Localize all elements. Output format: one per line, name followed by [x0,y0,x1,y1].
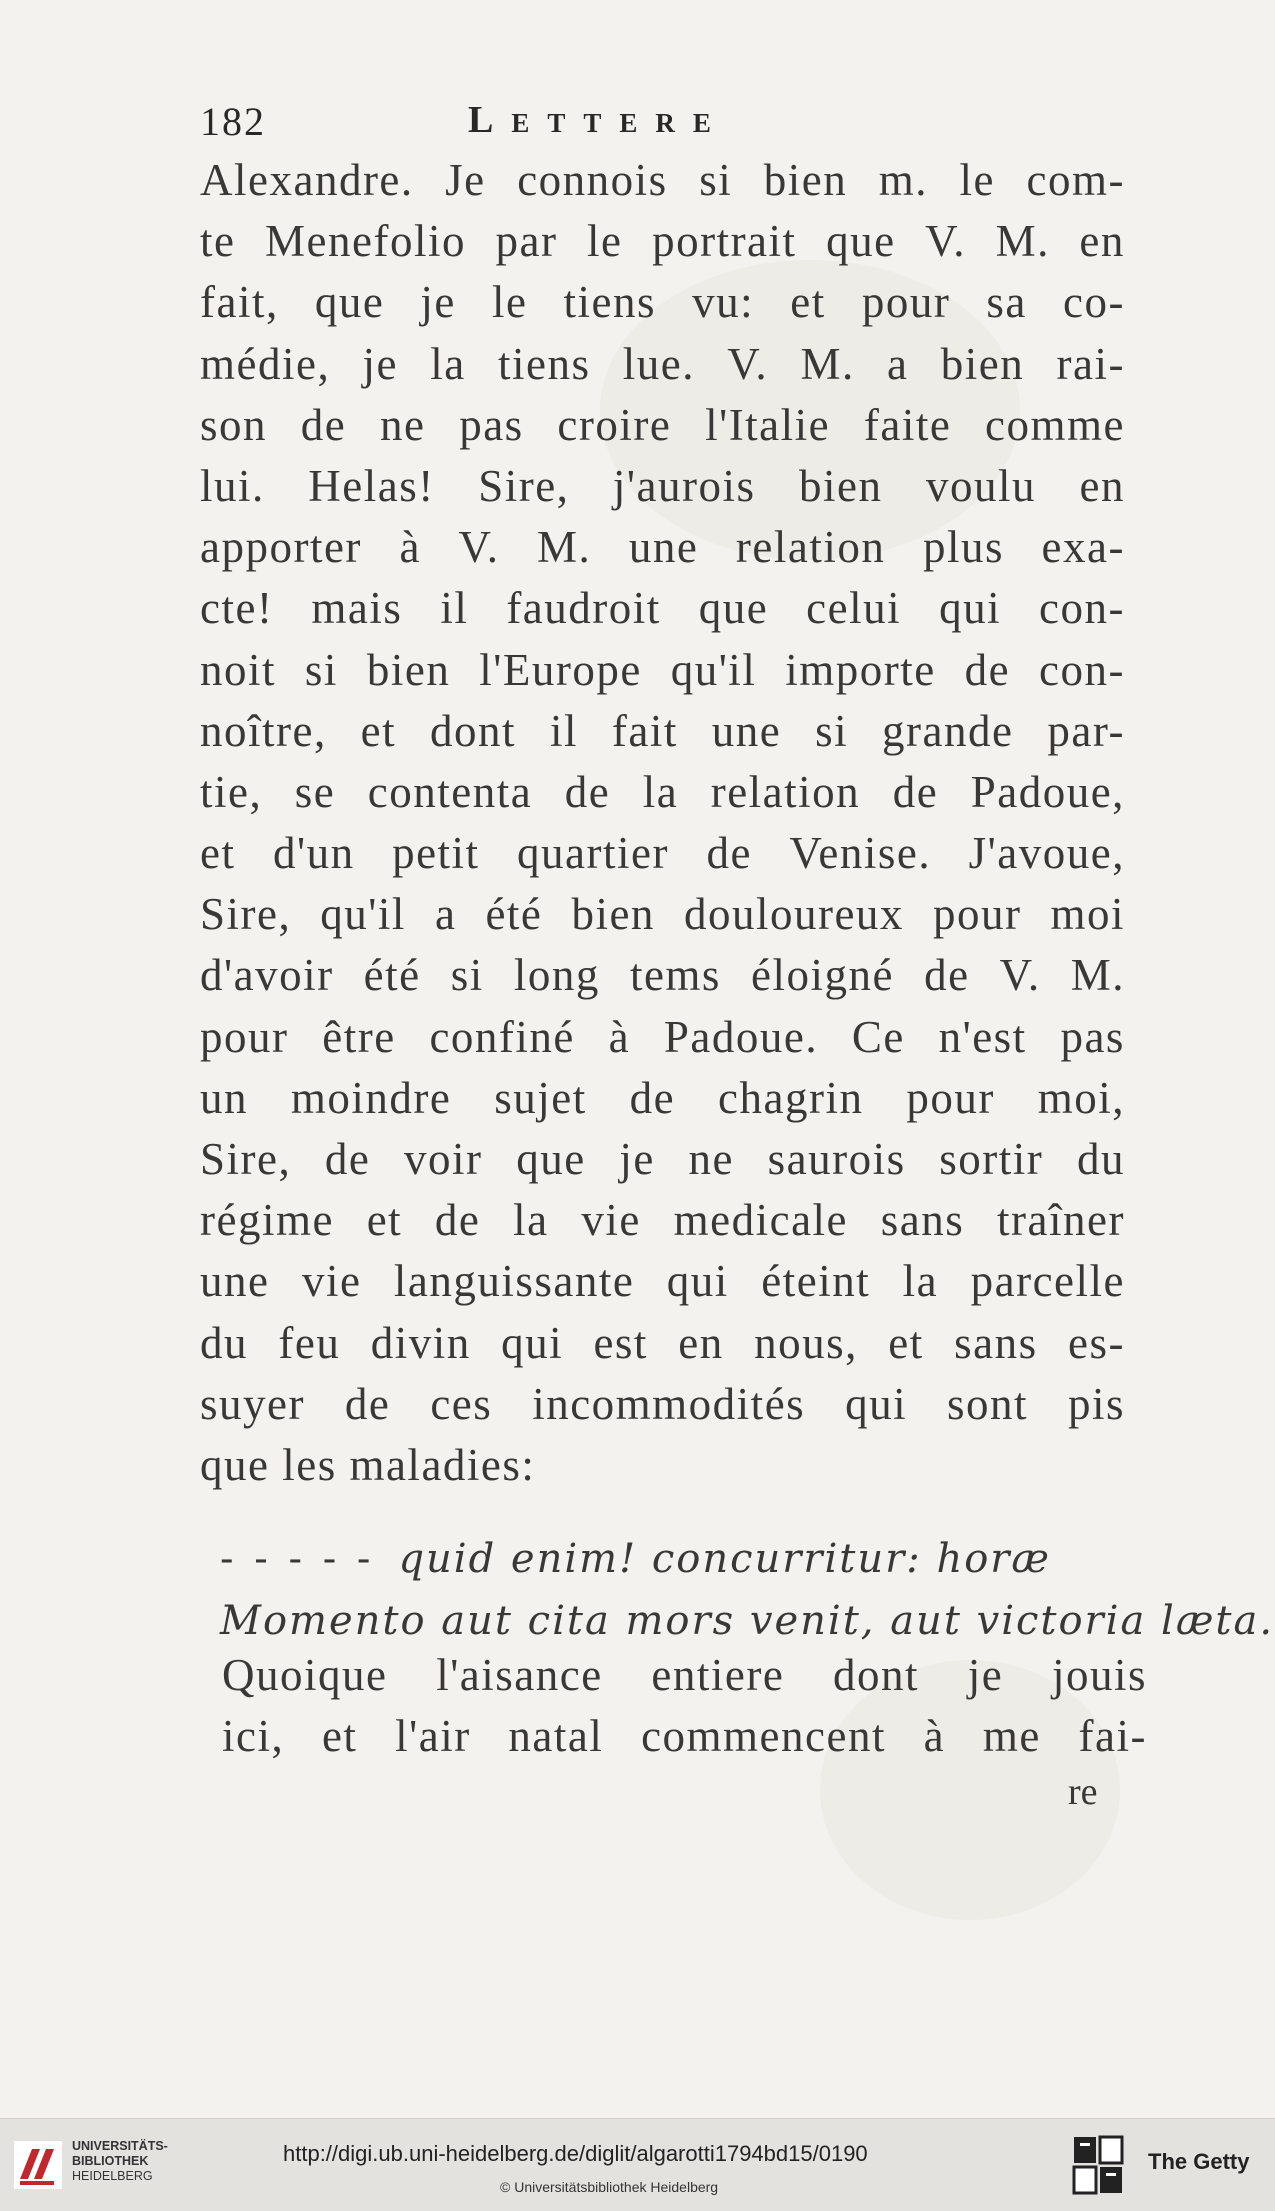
word: le [587,216,623,267]
word: feu [278,1317,341,1368]
word: M. [800,338,855,389]
word: éloigné [751,950,894,1001]
word: lui. [200,460,265,511]
word: dont [430,705,517,756]
word: Padoue. [663,1011,819,1062]
word: une [711,705,782,756]
word: ces [430,1378,493,1429]
quote-text: Momento aut cita mors venit, aut victoria læta. [220,1598,1275,1644]
word: médie, [200,338,331,389]
word: sans [954,1317,1038,1368]
text-line [200,456,1125,517]
library-name-line: UNIVERSITÄTS- [72,2139,168,2153]
word: fai- [1078,1711,1147,1762]
word: est [593,1317,648,1368]
viewer-footer [0,2118,1275,2211]
word: la [430,338,466,389]
word: de [629,1072,676,1123]
word: l'Europe [479,644,642,695]
word: le [491,277,528,328]
word: long [513,950,600,1001]
word: bien [366,644,451,695]
word: tie, [200,766,263,817]
word: douloureux [683,889,904,940]
word: de [324,1134,371,1184]
word: tiens [563,277,657,328]
text-line [200,211,1125,272]
word: V. [458,522,500,573]
page-number: 182 [200,99,266,144]
word: il [549,705,578,756]
word: medicale [673,1195,849,1246]
text-line [200,150,1125,211]
word: noître, [200,705,327,756]
word: sortir [939,1134,1044,1184]
text-line [200,334,1125,395]
text-line [200,1190,1125,1251]
word: jouis [1051,1650,1147,1700]
word: lue. [622,338,695,389]
text-line [200,1251,1125,1312]
word: rai- [1056,338,1125,389]
word: chagrin [718,1072,864,1123]
word: voulu [925,460,1036,511]
quote-text: quid enim! concurritur: horæ [398,1536,1052,1582]
word: sans [880,1195,965,1246]
word: de [300,399,347,450]
word: qu'il [320,889,406,940]
text-line [200,701,1125,762]
quote-line [220,1528,1145,1590]
word: Menefolio [265,216,466,267]
word: de [344,1378,391,1429]
word: tems [629,950,721,1001]
word: et [321,1711,358,1762]
word: moi, [1037,1072,1125,1123]
word: Je [445,155,486,205]
word: que [698,583,769,634]
word: d'avoir [200,950,334,1001]
text-line [200,1129,1125,1190]
word: Venise. [789,828,932,879]
word: Sire, [478,460,570,511]
word: me [982,1711,1041,1762]
word: saurois [767,1134,906,1184]
word: importe [785,644,936,695]
word: exa- [1041,522,1125,573]
word: Sire, [200,1134,292,1184]
word: sujet [494,1072,587,1123]
quote-line [220,1590,1275,1652]
word: la [513,1195,549,1246]
word: été [363,950,421,1001]
word: V. [925,216,967,267]
word: commencent [641,1711,886,1762]
word: Sire, [200,889,292,940]
word: et [366,1195,403,1246]
permalink-url[interactable]: http://digi.ub.uni-heidelberg.de/diglit/algarotti1794bd15/0190 [283,2141,868,2166]
text-line [200,272,1125,333]
word: la [902,1256,939,1307]
word: relation [710,766,861,817]
word: M. [1070,950,1125,1001]
word: qui [845,1378,908,1429]
word: languissante [393,1256,635,1307]
word: du [1076,1134,1125,1184]
body-text-continued [222,1645,1152,1767]
word: ici, [222,1711,285,1762]
word: à [399,522,421,573]
word: régime [200,1195,334,1246]
word: dont [833,1650,920,1700]
library-name-line: HEIDELBERG [72,2169,153,2183]
word: fait [611,705,678,756]
word: V. [999,950,1041,1001]
word: co- [1063,277,1125,328]
word: je [420,277,456,328]
word: relation [735,522,886,573]
text-line [200,578,1125,639]
word: une [200,1256,270,1307]
word: par- [1047,705,1125,756]
word: et [888,1317,924,1368]
word: que [314,277,385,328]
word: pour [906,1072,995,1123]
word: que les maladies: [200,1439,536,1490]
word: Ce [851,1011,905,1062]
text-line [200,1374,1125,1435]
word: bien [940,338,1025,389]
word: que [516,1134,586,1184]
library-name-line: BIBLIOTHEK [72,2154,149,2168]
word: es- [1067,1317,1125,1368]
word: M. [537,522,592,573]
word: un [200,1072,248,1123]
word: quartier [517,828,669,879]
word: con- [1039,644,1125,695]
word: en [678,1317,724,1368]
text-line [222,1706,1147,1767]
word: tiens [497,338,591,389]
word: Alexandre. [200,155,414,205]
word: Helas! [308,460,435,511]
word: je [619,1134,655,1184]
text-line [200,395,1125,456]
word: et [200,828,236,879]
word: petit [392,828,480,879]
word: qui [939,583,1002,634]
body-text [200,150,1150,1496]
word: Padoue, [970,766,1125,817]
word: noit [200,644,277,695]
quote-dashes: - - - - - [220,1536,375,1582]
word: suyer [200,1378,305,1429]
text-line [200,1007,1125,1068]
word: ne [379,399,426,450]
word: pour [200,1011,289,1062]
word: et [360,705,397,756]
word: bien [571,889,655,940]
latin-quotation [220,1528,1275,1652]
word: la [642,766,679,817]
word: fait, [200,277,279,328]
word: parcelle [970,1256,1125,1307]
word: incommodités [532,1378,806,1429]
word: si [815,705,849,756]
word: je [967,1650,1004,1700]
text-line [200,517,1125,578]
word: bien [799,460,883,511]
word: portrait [652,216,797,267]
word: celui [806,583,902,634]
word: du [200,1317,248,1368]
text-line [200,1435,1125,1496]
word: ne [688,1134,734,1184]
text-line [222,1645,1147,1706]
word: moi [1050,889,1125,940]
word: être [322,1011,396,1062]
word: de [964,644,1011,695]
word: pas [459,399,524,450]
word: que [826,216,896,267]
word: faite [863,399,952,450]
word: apporter [200,522,362,573]
word: vie [581,1195,641,1246]
word: qu'il [670,644,757,695]
word: te [200,216,236,267]
text-line [200,762,1125,823]
word: de [892,766,939,817]
word: de [706,828,752,879]
word: pas [1060,1011,1125,1062]
word: en [1079,460,1125,511]
word: grande [882,705,1014,756]
word: moindre [290,1072,452,1123]
word: si [304,644,338,695]
text-line [200,1313,1125,1374]
word: comme [985,399,1125,450]
word: M. [995,216,1050,267]
word: de [434,1195,481,1246]
word: l'air [395,1711,471,1762]
word: n'est [938,1011,1027,1062]
word: une [628,522,699,573]
word: plus [922,522,1004,573]
catchword: re [1068,1771,1098,1813]
word: connois [517,155,668,205]
word: de [924,950,970,1001]
word: cte! [200,583,274,634]
word: a [886,338,909,389]
word: com- [1026,155,1125,205]
word: vie [301,1256,362,1307]
word: à [608,1011,631,1062]
university-library-logo-icon [12,2139,64,2191]
word: vu: [692,277,755,328]
word: Quoique [222,1650,388,1700]
copyright-notice: © Universitätsbibliothek Heidelberg [500,2179,719,2195]
library-name [72,2139,168,2184]
word: sa [986,277,1027,328]
word: si [450,950,484,1001]
word: éteint [761,1256,871,1307]
getty-logo-icon [1072,2135,1124,2195]
page-header [200,86,900,146]
text-line [200,823,1125,884]
word: J'avoue, [968,828,1125,879]
word: nous, [754,1317,858,1368]
word: si [699,155,733,205]
word: qui [501,1317,564,1368]
word: contenta [367,766,533,817]
word: qui [666,1256,729,1307]
word: à [923,1711,946,1762]
word: de [564,766,611,817]
word: mais [311,583,403,634]
text-line [200,945,1125,1006]
word: et [790,277,826,328]
word: été [485,889,543,940]
text-line [200,640,1125,701]
running-title: Lettere [468,99,729,141]
word: divin [370,1317,471,1368]
word: entiere [651,1650,785,1700]
word: sont [947,1378,1029,1429]
word: con- [1039,583,1125,634]
word: faudroit [506,583,661,634]
word: croire [557,399,672,450]
word: voir [404,1134,483,1184]
word: d'un [272,828,355,879]
word: confiné [429,1011,575,1062]
word: son [200,399,268,450]
word: l'aisance [436,1650,603,1700]
word: il [440,583,469,634]
partner-name: The Getty [1148,2149,1250,2174]
word: pour [861,277,951,328]
word: bien [763,155,848,205]
word: j'aurois [612,460,756,511]
word: V. [727,338,769,389]
word: pis [1067,1378,1125,1429]
word: en [1079,216,1125,267]
word: traîner [997,1195,1125,1246]
word: se [294,766,336,817]
word: le [959,155,995,205]
word: m. [878,155,928,205]
word: par [495,216,558,267]
word: pour [932,889,1022,940]
word: je [362,338,398,389]
text-line [200,884,1125,945]
word: a [434,889,457,940]
word: l'Italie [705,399,831,450]
text-line [200,1068,1125,1129]
word: natal [508,1711,604,1762]
